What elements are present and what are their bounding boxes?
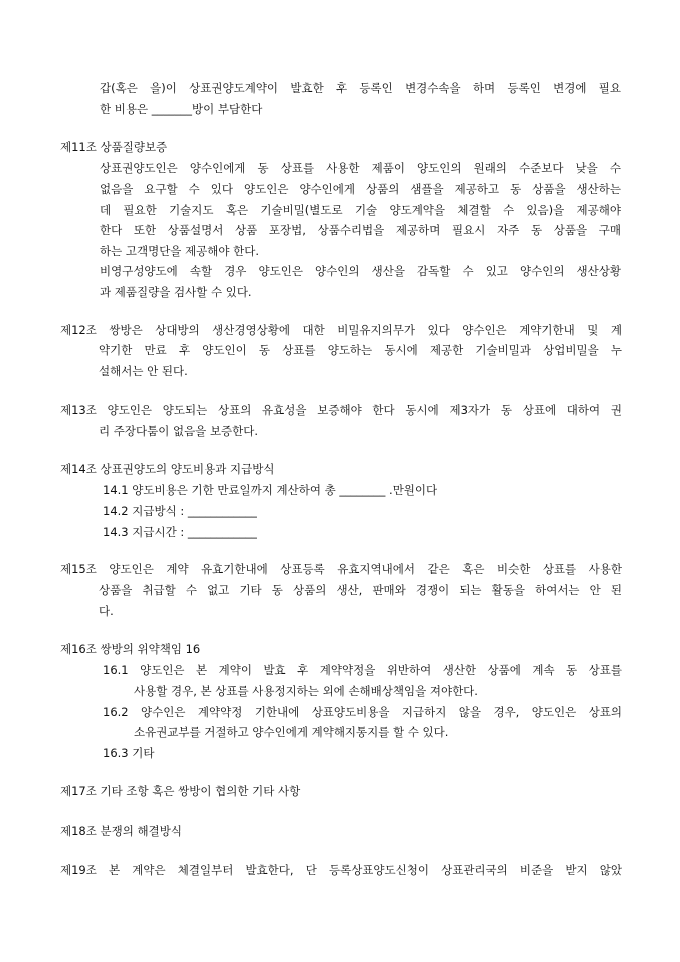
- article-16-item-2-cont: 소유권교부를 거절하고 양수인에게 계약해지통지를 할 수 있다.: [134, 725, 449, 739]
- article-11-line-3: 데 필요한 기술지도 혹은 기술비밀(별도로 기술 양도계약을 체결할 수 있음)을 제공해야: [100, 203, 621, 217]
- article-13-line-2: 리 주장다툼이 없음을 보증한다.: [99, 424, 259, 438]
- article-11-line-7: 과 제품질량을 검사할 수 있다.: [100, 285, 252, 299]
- article-17-heading: 제17조 기타 조항 혹은 쌍방이 협의한 기타 사항: [60, 784, 301, 798]
- article-16-item-1-cont: 사용할 경우, 본 상표를 사용정지하는 외에 손해배상책임을 져야한다.: [134, 684, 478, 698]
- article-11-heading: 제11조 상품질량보증: [60, 140, 168, 154]
- article-11-line-1: 상표권양도인은 양수인에게 동 상표를 사용한 제품이 양도인의 원래의 수준보다 낮을 수: [100, 161, 621, 175]
- intro-line-1: 갑(혹은 을)이 상표권양도계약이 발효한 후 등록인 변경수속을 하며 등록인 변경에 필요: [100, 81, 621, 95]
- article-14-heading: 제14조 상표권양도의 양도비용과 지급방식: [60, 462, 275, 476]
- article-15-line-2: 상품을 취급할 수 없고 기타 동 상품의 생산, 판매와 경쟁이 되는 활동을 하여서는 안 된: [99, 583, 622, 597]
- article-11-line-5: 하는 고객명단을 제공해야 한다.: [100, 244, 260, 258]
- article-12-line-2: 약기한 만료 후 양도인이 동 상표를 양도하는 동시에 제공한 기술비밀과 상업비밀을 누: [99, 343, 622, 357]
- article-16-item-3: 16.3 기타: [103, 746, 155, 760]
- article-16-item-1: 16.1 양도인은 본 계약이 발효 후 계약약정을 위반하여 생산한 상품에 계속 동 상표를: [103, 663, 622, 677]
- article-11-line-6: 비영구성양도에 속할 경우 양도인은 양수인의 생산을 감독할 수 있고 양수인의 생산상황: [100, 264, 621, 278]
- article-14-item-1: 14.1 양도비용은 기한 만료일까지 계산하여 총 ________ .만원이다: [103, 483, 438, 497]
- article-15-line-3: 다.: [99, 604, 114, 618]
- article-16-heading: 제16조 쌍방의 위약책임 16: [60, 642, 201, 656]
- article-15-line-1: 제15조 양도인은 계약 유효기한내에 상표등록 유효지역내에서 같은 혹은 비슷한 상표를 사용한: [60, 562, 622, 576]
- article-16-item-2: 16.2 양수인은 계약약정 기한내에 상표양도비용을 지급하지 않을 경우, 양도인은 상표의: [103, 705, 622, 719]
- article-11-line-2: 없음을 요구할 수 있다 양도인은 양수인에게 상품의 샘플을 제공하고 동 상품을 생산하는: [100, 182, 621, 196]
- article-13-line-1: 제13조 양도인은 양도되는 상표의 유효성을 보증해야 한다 동시에 제3자가 동 상표에 대하여 권: [60, 403, 622, 417]
- article-12-line-1: 제12조 쌍방은 상대방의 생산경영상황에 대한 비밀유지의무가 있다 양수인은 계약기한내 및 계: [60, 323, 622, 337]
- article-11-line-4: 한다 또한 상품설명서 상품 포장법, 상품수리법을 제공하며 필요시 자주 동 상품을 구매: [100, 223, 621, 237]
- article-14-item-3: 14.3 지급시간 : ____________: [103, 525, 257, 539]
- article-18-heading: 제18조 분쟁의 해결방식: [60, 824, 182, 838]
- intro-line-2: 한 비용은 _______방이 부담한다: [100, 102, 263, 116]
- article-12-line-3: 설해서는 안 된다.: [99, 364, 188, 378]
- article-14-item-2: 14.2 지급방식 : ____________: [103, 504, 257, 518]
- article-19-line-1: 제19조 본 계약은 체결일부터 발효한다, 단 등록상표양도신청이 상표관리국의 비준을 받지 않았: [60, 863, 622, 877]
